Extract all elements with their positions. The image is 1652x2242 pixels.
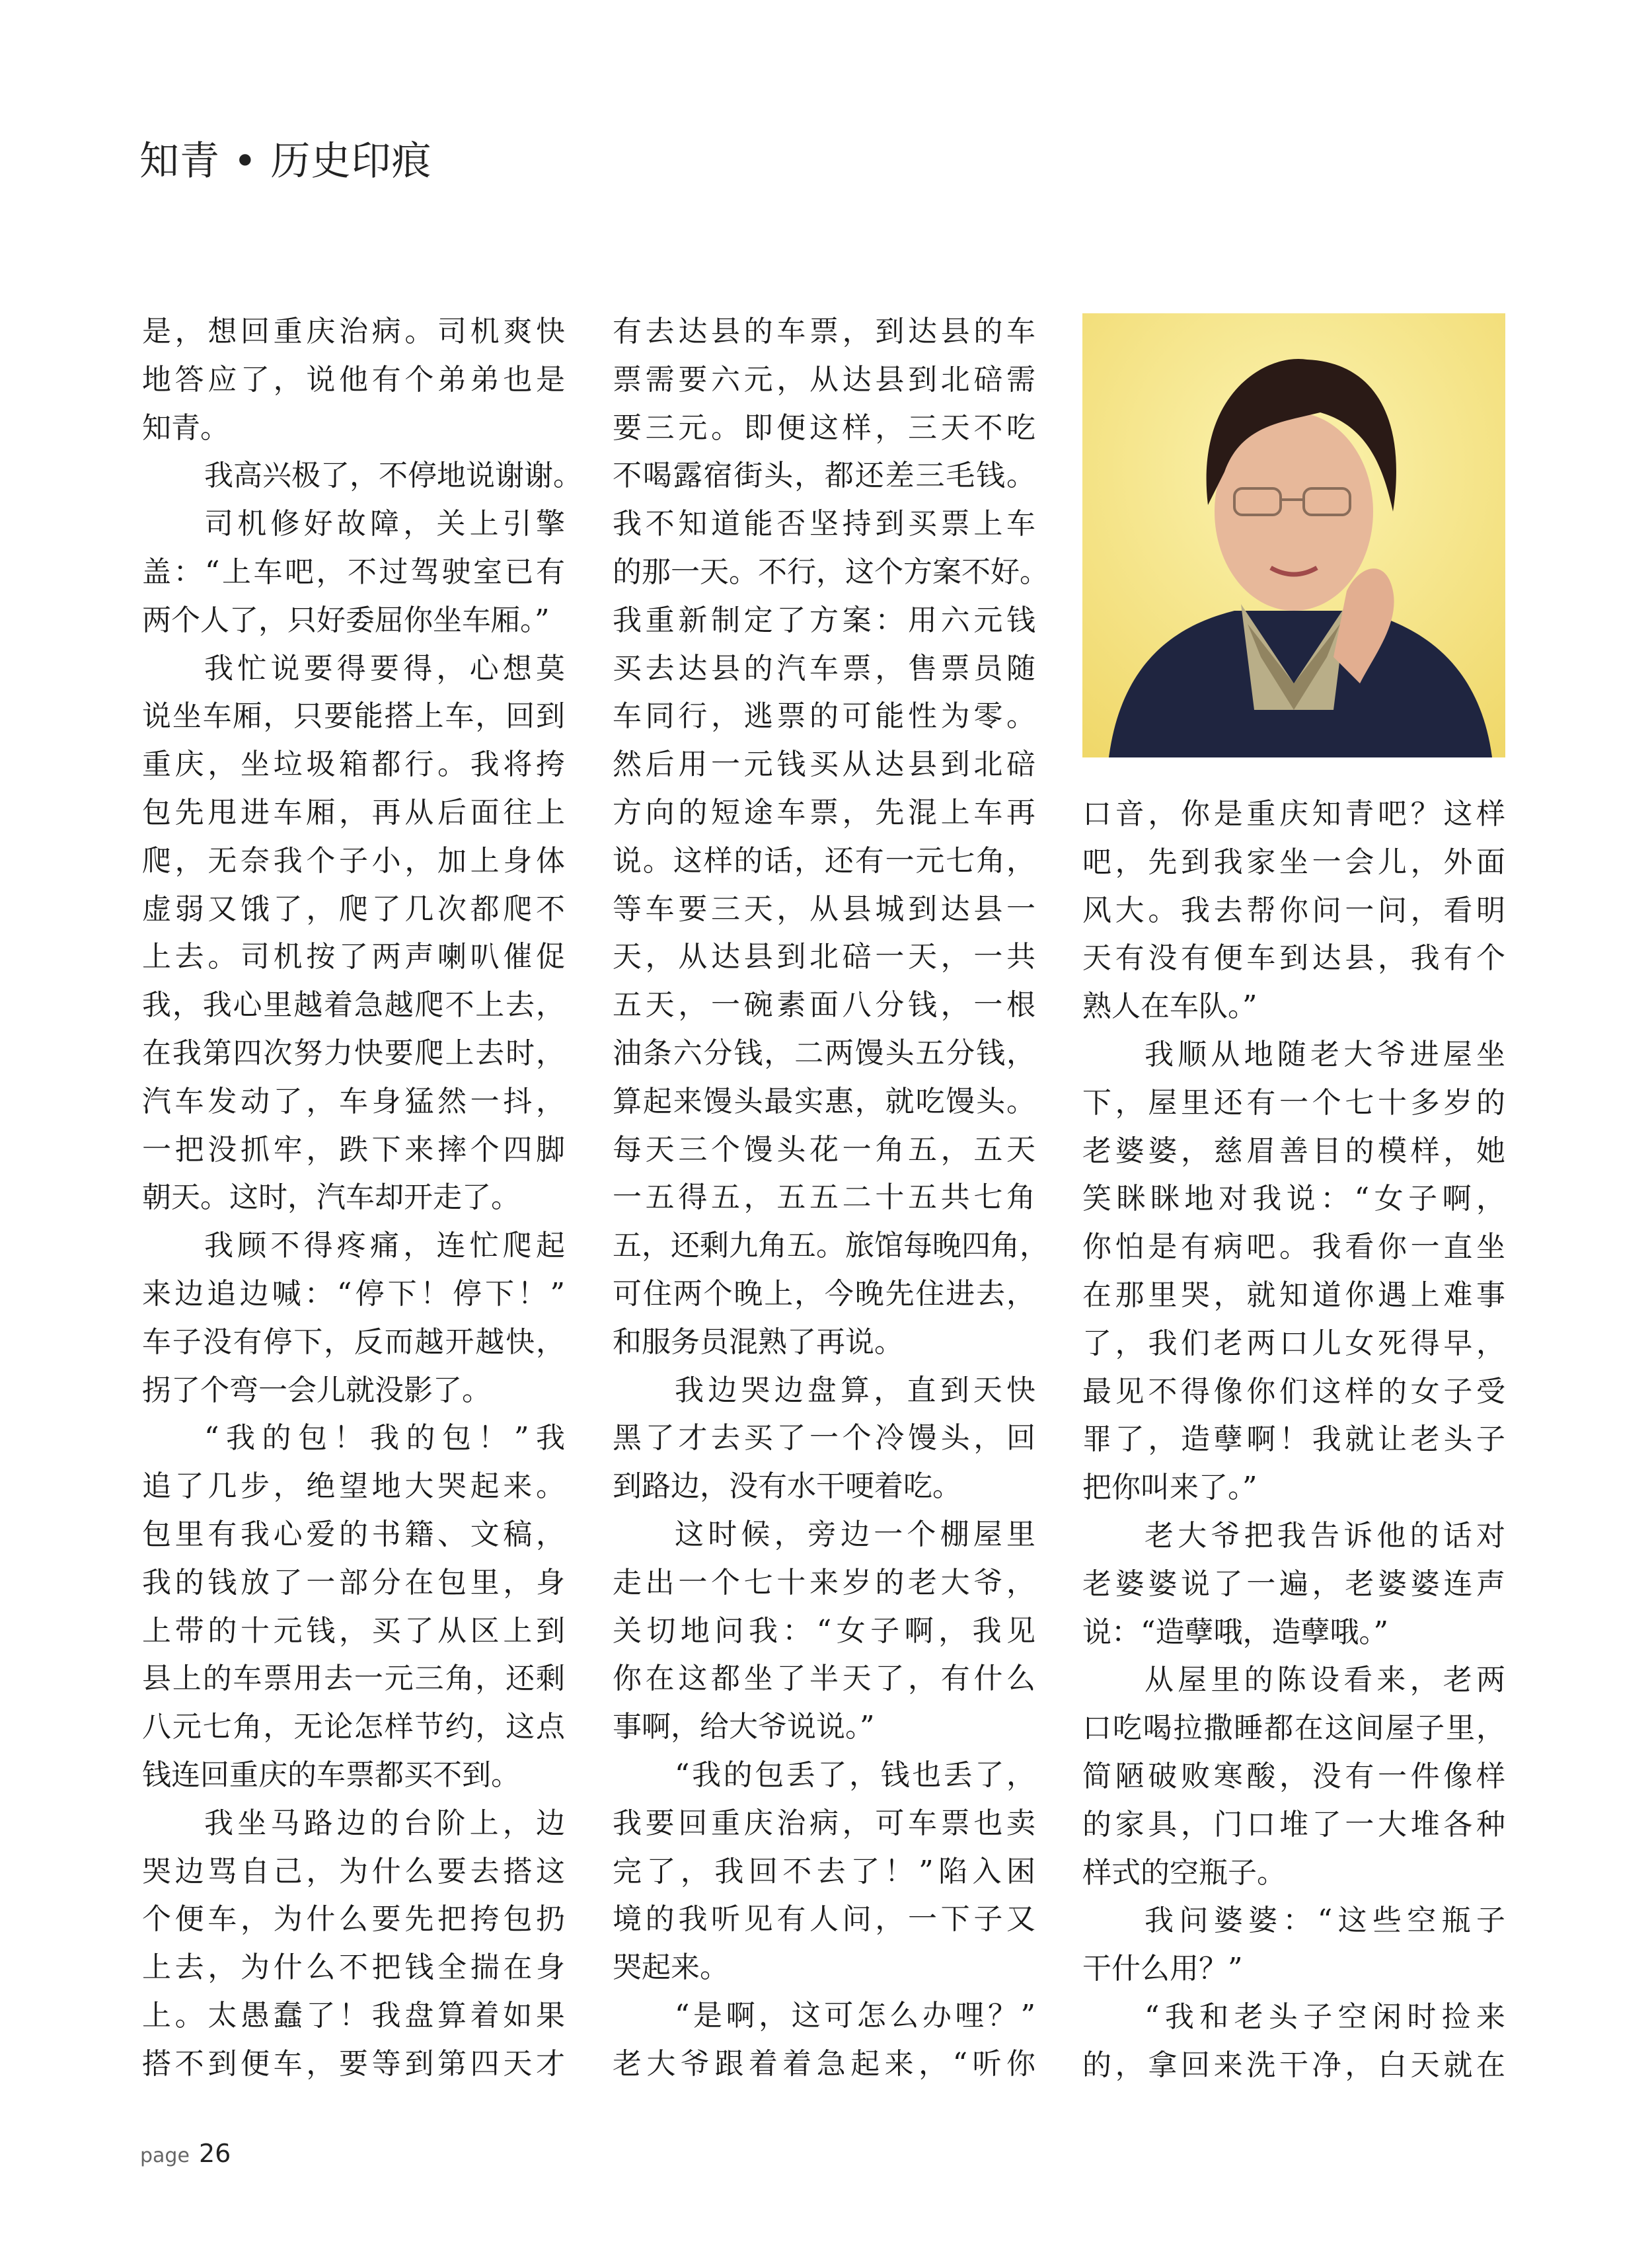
text-line: 天，从达县到北碚一天，一共 xyxy=(613,940,1035,974)
text-line: 司机修好故障，关上引擎 xyxy=(204,507,565,541)
article-column-2 xyxy=(613,308,1049,2088)
text-line: 了，我们老两口儿女死得早， xyxy=(1082,1326,1505,1360)
text-line: 钱连回重庆的车票都买不到。 xyxy=(142,1758,520,1792)
text-line: 我的钱放了一部分在包里，身 xyxy=(142,1565,565,1600)
text-line: 你怕是有病吧。我看你一直坐 xyxy=(1082,1230,1505,1264)
article-column-3 xyxy=(1082,791,1505,2090)
text-line: 上。太愚蠢了！我盘算着如果 xyxy=(142,1998,565,2032)
page-label: page xyxy=(140,2144,190,2167)
text-line: 我不知道能否坚持到买票上车 xyxy=(613,507,1035,541)
text-line: “是啊，这可怎么办哩？” xyxy=(675,1998,1035,2032)
text-line: 干什么用？” xyxy=(1082,1952,1243,1986)
text-line: 等车要三天，从县城到达县一 xyxy=(613,892,1035,926)
text-line: 口音，你是重庆知青吧？这样 xyxy=(1082,797,1505,831)
text-line: 最见不得像你们这样的女子受 xyxy=(1082,1374,1505,1409)
text-line: 在那里哭，就知道你遇上难事 xyxy=(1082,1278,1505,1312)
text-line: 说坐车厢，只要能搭上车，回到 xyxy=(142,699,565,734)
text-line: 盖：“上车吧，不过驾驶室已有 xyxy=(142,555,565,589)
text-line: 这时候，旁边一个棚屋里 xyxy=(675,1517,1035,1551)
text-line: 朝天。这时，汽车却开走了。 xyxy=(142,1180,520,1215)
text-line: 买去达县的汽车票，售票员随 xyxy=(613,651,1035,685)
portrait-image xyxy=(1082,313,1505,757)
text-line: 你在这都坐了半天了，有什么 xyxy=(613,1662,1035,1696)
text-line: 的，拿回来洗干净，白天就在 xyxy=(1082,2048,1505,2082)
text-line: 油条六分钱，二两馒头五分钱， xyxy=(613,1036,1035,1070)
text-line: 虚弱又饿了，爬了几次都爬不 xyxy=(142,892,565,926)
text-line: 关切地问我：“女子啊，我见 xyxy=(613,1613,1035,1648)
text-line: 我重新制定了方案：用六元钱 xyxy=(613,603,1035,637)
text-line: 搭不到便车，要等到第四天才 xyxy=(142,2046,565,2081)
text-line: 罪了，造孽啊！我就让老头子 xyxy=(1082,1422,1505,1457)
text-line: 包里有我心爱的书籍、文稿， xyxy=(142,1517,565,1551)
text-line: 天有没有便车到达县，我有个 xyxy=(1082,941,1505,976)
text-line: 笑眯眯地对我说：“女子啊， xyxy=(1082,1182,1505,1216)
text-line: 两个人了，只好委屈你坐车厢。” xyxy=(142,603,550,637)
text-line: 老婆婆说了一遍，老婆婆连声 xyxy=(1082,1566,1505,1601)
text-line: 然后用一元钱买从达县到北碚 xyxy=(613,748,1035,782)
text-line: 县上的车票用去一元三角，还剩 xyxy=(142,1662,565,1696)
text-line: 票需要六元，从达县到北碚需 xyxy=(613,362,1035,397)
text-line: 完了，我回不去了！”陷入困 xyxy=(613,1854,1035,1888)
text-line: 不喝露宿街头，都还差三毛钱。 xyxy=(613,459,1035,493)
text-line: 把你叫来了。” xyxy=(1082,1471,1258,1505)
text-line: 每天三个馒头花一角五，五天 xyxy=(613,1132,1035,1167)
text-line: 我顾不得疼痛，连忙爬起 xyxy=(204,1229,565,1263)
text-line: 口吃喝拉撒睡都在这间屋子里， xyxy=(1082,1711,1505,1746)
text-line: “我和老头子空闲时捡来 xyxy=(1145,1999,1505,2034)
text-line: 我，我心里越着急越爬不上去， xyxy=(142,988,565,1023)
text-line: 一五得五，五五二十五共七角 xyxy=(613,1180,1035,1215)
text-line: 简陋破败寒酸，没有一件像样 xyxy=(1082,1759,1505,1793)
text-line: 方向的短途车票，先混上车再 xyxy=(613,795,1035,830)
text-line: 重庆，坐垃圾箱都行。我将挎 xyxy=(142,748,565,782)
text-line: 说。这样的话，还有一元七角， xyxy=(613,843,1035,878)
text-line: 上去。司机按了两声喇叭催促 xyxy=(142,940,565,974)
text-line: 个便车，为什么要先把挎包扔 xyxy=(142,1902,565,1937)
text-line: 拐了个弯一会儿就没影了。 xyxy=(142,1373,491,1407)
text-line: 到路边，没有水干哽着吃。 xyxy=(613,1469,961,1504)
text-line: 黑了才去买了一个冷馒头，回 xyxy=(613,1421,1035,1455)
text-line: 车子没有停下，反而越开越快， xyxy=(142,1325,565,1359)
text-line: 的那一天。不行，这个方案不好。 xyxy=(613,555,1049,589)
text-line: 熟人在车队。” xyxy=(1082,989,1258,1024)
text-line: 包先甩进车厢，再从后面往上 xyxy=(142,795,565,830)
page-footer xyxy=(140,2139,231,2168)
text-line: 爬，无奈我个子小，加上身体 xyxy=(142,843,565,878)
text-line: 从屋里的陈设看来，老两 xyxy=(1145,1663,1505,1697)
text-line: 我要回重庆治病，可车票也卖 xyxy=(613,1806,1035,1840)
page-number: 26 xyxy=(198,2139,231,2168)
text-line: 老婆婆，慈眉善目的模样，她 xyxy=(1082,1134,1505,1168)
text-line: 上带的十元钱，买了从区上到 xyxy=(142,1613,565,1648)
text-line: 我忙说要得要得，心想莫 xyxy=(204,651,565,685)
text-line: 知青。 xyxy=(142,410,229,445)
text-line: 和服务员混熟了再说。 xyxy=(613,1325,903,1359)
text-line: 汽车发动了，车身猛然一抖， xyxy=(142,1084,565,1118)
text-line: 追了几步，绝望地大哭起来。 xyxy=(142,1469,565,1504)
text-line: 有去达县的车票，到达县的车 xyxy=(613,315,1035,348)
text-line: 来边追边喊：“停下！停下！” xyxy=(142,1276,565,1311)
article-column-1 xyxy=(142,308,582,2088)
text-line: “我的包丢了，钱也丢了， xyxy=(675,1758,1035,1792)
text-line: 风大。我去帮你问一问，看明 xyxy=(1082,893,1505,927)
text-line: 哭起来。 xyxy=(613,1951,729,1985)
text-line: 事啊，给大爷说说。” xyxy=(613,1710,875,1744)
text-line: 老大爷跟着着急起来，“听你 xyxy=(613,2046,1035,2081)
text-line: 我边哭边盘算，直到天快 xyxy=(675,1373,1035,1407)
text-line: 我问婆婆：“这些空瓶子 xyxy=(1145,1904,1505,1938)
text-line: “我的包！我的包！”我 xyxy=(204,1421,565,1455)
text-line: 境的我听见有人问，一下子又 xyxy=(613,1902,1035,1937)
text-line: 下，屋里还有一个七十多岁的 xyxy=(1082,1085,1505,1120)
text-line: 算起来馒头最实惠，就吃馒头。 xyxy=(613,1084,1035,1118)
text-line: 我高兴极了，不停地说谢谢。 xyxy=(204,459,582,493)
author-portrait-photo xyxy=(1082,313,1505,757)
text-line: 要三元。即便这样，三天不吃 xyxy=(613,410,1035,445)
text-line: 老大爷把我告诉他的话对 xyxy=(1145,1518,1505,1553)
text-line: 上去，为什么不把钱全揣在身 xyxy=(142,1951,565,1985)
text-line: 走出一个七十来岁的老大爷， xyxy=(613,1565,1035,1600)
text-line: 样式的空瓶子。 xyxy=(1082,1855,1286,1890)
text-line: 五天，一碗素面八分钱，一根 xyxy=(613,988,1035,1023)
text-line: 地答应了，说他有个弟弟也是 xyxy=(142,362,565,397)
text-line: 车同行，逃票的可能性为零。 xyxy=(613,699,1035,734)
text-line: 五，还剩九角五。旅馆每晚四角， xyxy=(613,1229,1049,1263)
text-line: 是，想回重庆治病。司机爽快 xyxy=(142,315,565,348)
text-line: 在我第四次努力快要爬上去时， xyxy=(142,1036,565,1070)
text-line: 说：“造孽哦，造孽哦。” xyxy=(1082,1615,1388,1649)
text-line: 一把没抓牢，跌下来摔个四脚 xyxy=(142,1132,565,1167)
text-line: 我坐马路边的台阶上，边 xyxy=(204,1806,565,1840)
text-line: 可住两个晚上，今晚先住进去， xyxy=(613,1276,1035,1311)
text-line: 八元七角，无论怎样节约，这点 xyxy=(142,1710,565,1744)
section-title: 知青 • 历史印痕 xyxy=(139,138,432,184)
text-line: 哭边骂自己，为什么要去搭这 xyxy=(142,1854,565,1888)
text-line: 吧，先到我家坐一会儿，外面 xyxy=(1082,845,1505,879)
text-line: 的家具，门口堆了一大堆各种 xyxy=(1082,1807,1505,1841)
text-line: 我顺从地随老大爷进屋坐 xyxy=(1145,1037,1505,1071)
